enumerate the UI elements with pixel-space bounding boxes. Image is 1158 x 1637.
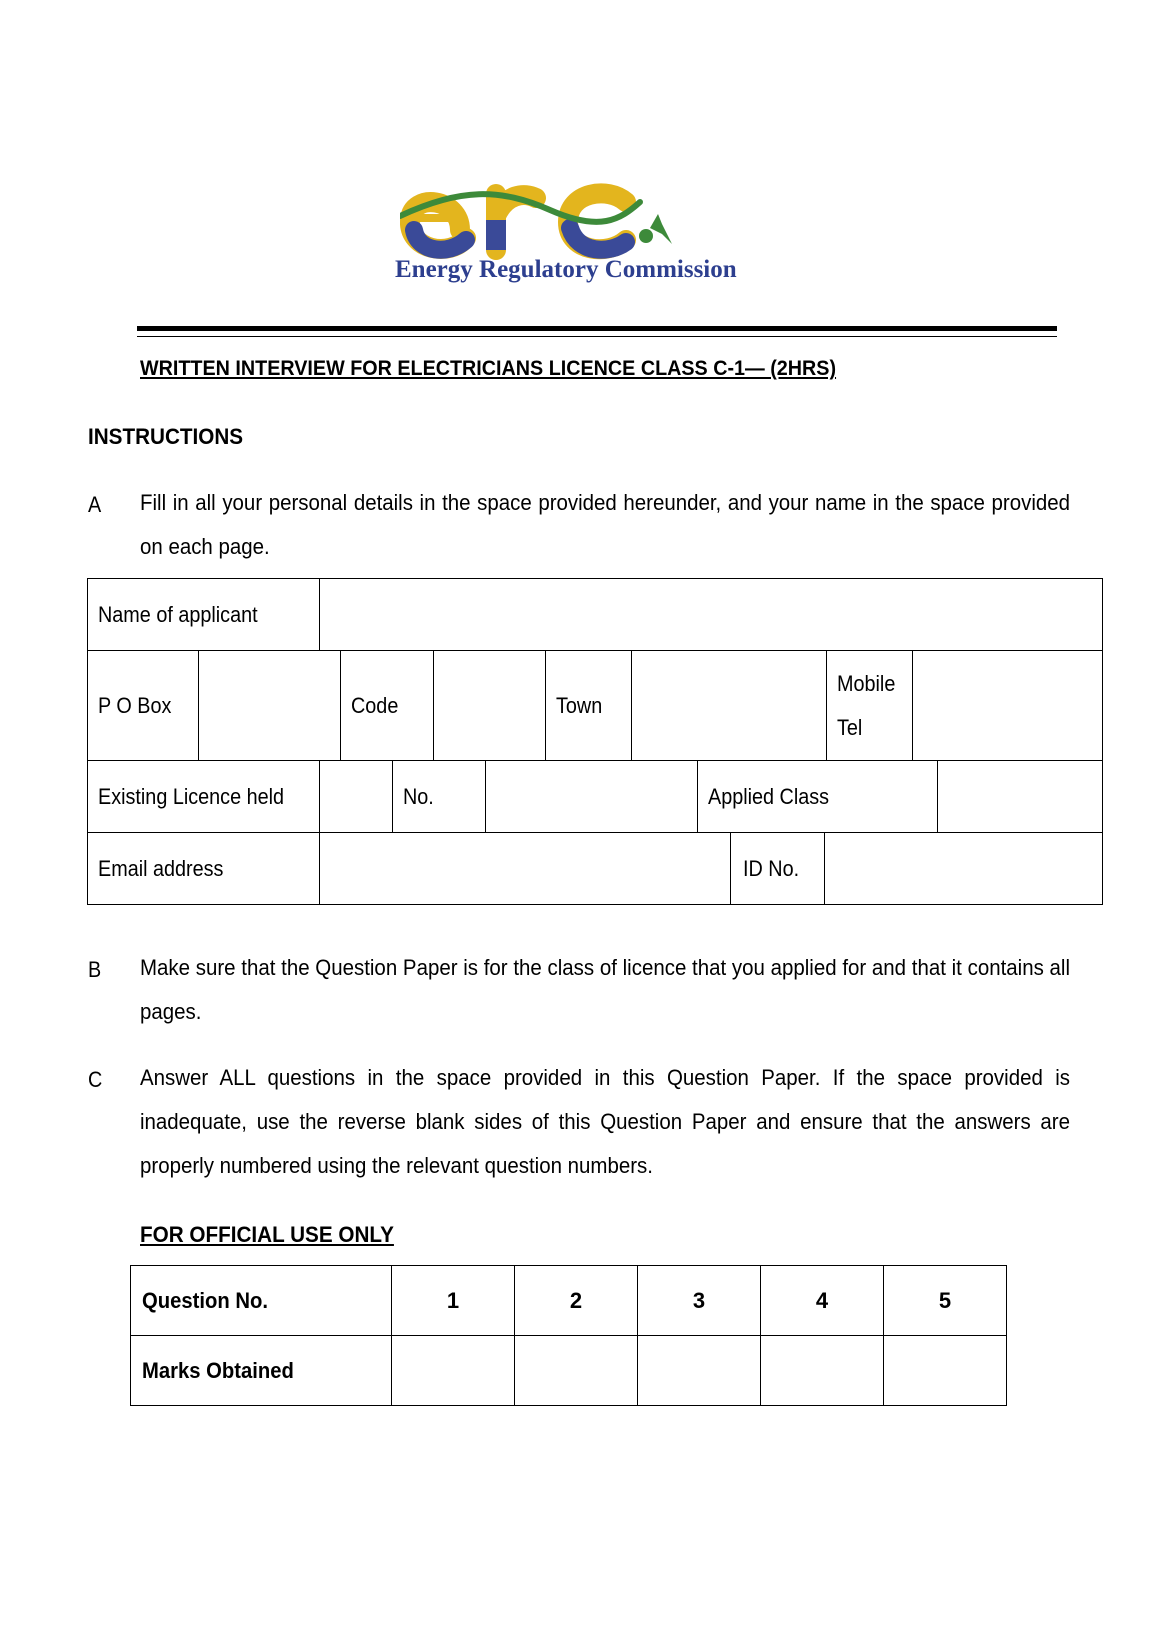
question-number: 3	[638, 1266, 761, 1336]
marks-cell[interactable]	[761, 1336, 884, 1406]
question-number: 4	[761, 1266, 884, 1336]
applied-class-input-cell[interactable]	[937, 760, 1103, 833]
header-rule-thin	[137, 336, 1057, 337]
existing-licence-input-cell[interactable]	[319, 760, 393, 833]
personal-details-table	[87, 578, 1103, 908]
logo-caption: Energy Regulatory Commission	[395, 256, 737, 283]
name-label: Name of applicant	[98, 601, 258, 627]
name-input-cell[interactable]	[319, 578, 1103, 651]
no-input-cell[interactable]	[485, 760, 698, 833]
po-box-label-cell	[87, 650, 199, 761]
email-input-cell[interactable]	[319, 832, 731, 905]
question-label: Question No.	[142, 1287, 268, 1313]
po-box-label: P O Box	[98, 692, 172, 718]
instruction-a-text	[140, 481, 1070, 569]
mobile-tel-input-cell[interactable]	[912, 650, 1103, 761]
instruction-b-text	[140, 946, 1070, 1034]
instruction-c-text	[140, 1056, 1070, 1188]
question-number: 5	[884, 1266, 1007, 1336]
id-label-cell	[730, 832, 825, 905]
existing-licence-label-cell	[87, 760, 320, 833]
marks-cell[interactable]	[392, 1336, 515, 1406]
header-rule-thick	[137, 326, 1057, 331]
question-number: 1	[392, 1266, 515, 1336]
erc-logo-graphic	[400, 158, 800, 308]
existing-licence-label: Existing Licence held	[98, 783, 285, 809]
id-label: ID No.	[743, 855, 800, 881]
id-input-cell[interactable]	[824, 832, 1103, 905]
official-use-heading: FOR OFFICIAL USE ONLY	[140, 1222, 394, 1247]
po-box-input-cell[interactable]	[198, 650, 341, 761]
page-title: WRITTEN INTERVIEW FOR ELECTRICIANS LICENCE CLASS C-1— (2HRS)	[140, 357, 837, 380]
erc-logo	[395, 158, 800, 308]
town-label: Town	[556, 692, 603, 718]
marks-cell[interactable]	[638, 1336, 761, 1406]
mobile-label: Mobile	[837, 670, 896, 696]
name-label-cell	[87, 578, 320, 651]
mobile-tel-label-cell	[826, 650, 913, 761]
instruction-c-letter: C	[88, 1067, 103, 1092]
marks-label-cell	[131, 1336, 392, 1406]
instruction-b-body: Make sure that the Question Paper is for the class of licence that you applied for and that it contains all pages.	[140, 955, 1070, 1024]
applied-class-label-cell	[697, 760, 938, 833]
marks-cell[interactable]	[515, 1336, 638, 1406]
instructions-heading: INSTRUCTIONS	[88, 424, 244, 449]
code-input-cell[interactable]	[433, 650, 546, 761]
email-label-cell	[87, 832, 320, 905]
email-label: Email address	[98, 855, 224, 881]
instruction-a-body: Fill in all your personal details in the space provided hereunder, and your name in the space provided on each page.	[140, 490, 1070, 559]
town-input-cell[interactable]	[631, 650, 827, 761]
question-number: 2	[515, 1266, 638, 1336]
marks-cell[interactable]	[884, 1336, 1007, 1406]
town-label-cell	[545, 650, 632, 761]
code-label-cell	[340, 650, 434, 761]
instruction-a-letter: A	[88, 492, 102, 517]
no-label-cell	[392, 760, 486, 833]
applied-class-label: Applied Class	[708, 783, 830, 809]
official-use-table	[130, 1265, 1007, 1406]
no-label: No.	[403, 783, 434, 809]
tel-label: Tel	[837, 714, 863, 740]
marks-row	[131, 1336, 1007, 1406]
question-row	[131, 1266, 1007, 1336]
instruction-c-body: Answer ALL questions in the space provided in this Question Paper. If the space provided is inadequate, use the reverse blank sides of this Question Paper and ensure that the answers are properly numbered using the relevant question numbers.	[140, 1065, 1070, 1178]
instruction-b-letter: B	[88, 957, 102, 982]
question-label-cell	[131, 1266, 392, 1336]
code-label: Code	[351, 692, 399, 718]
marks-label: Marks Obtained	[142, 1357, 294, 1383]
